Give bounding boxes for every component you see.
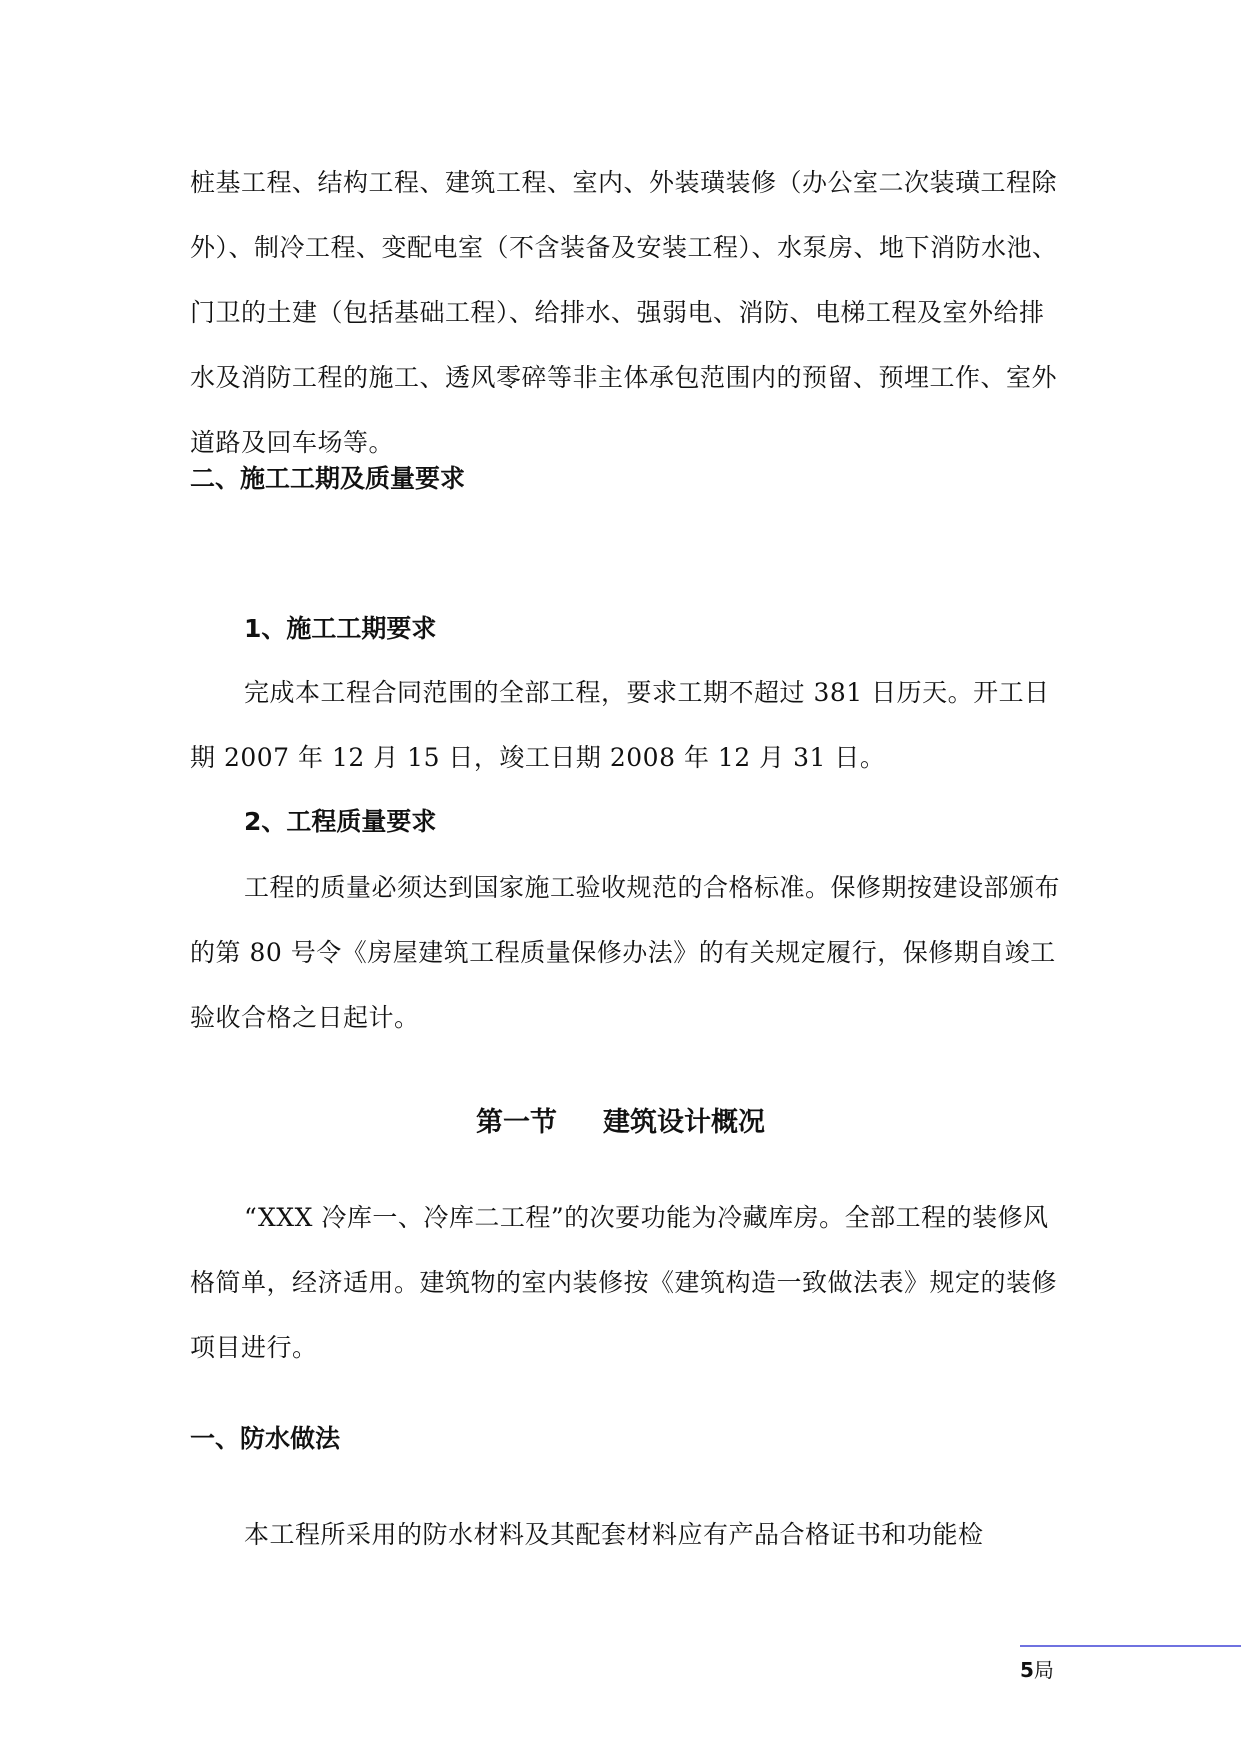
subheading-quality: 2、工程质量要求 [244, 807, 437, 836]
section-name: 建筑设计概况 [603, 1107, 765, 1138]
heading-schedule-quality: 二、施工工期及质量要求 [190, 464, 466, 493]
waterproofing-paragraph: 本工程所采用的防水材料及其配套材料应有产品合格证书和功能检 [244, 1520, 984, 1549]
scope-paragraph: 桩基工程、结构工程、建筑工程、室内、外装璜装修（办公室二次装璜工程除外）、制冷工程、变配电室（不含装备及安装工程）、水泵房、地下消防水池、门卫的土建（包括基础工程）、给排水、强弱电、消防、电梯工程及室外给排水及消防工程的施工、透风零碎等非主体承包范围内的预留、预埋工作、室外道路及回车场等。 [190, 168, 1058, 457]
subheading-schedule: 1、施工工期要求 [244, 614, 437, 643]
schedule-paragraph: 完成本工程合同范围的全部工程，要求工期不超过 381 日历天。开工日期 2007 年 12 月 15 日，竣工日期 2008 年 12 月 31 日。 [190, 678, 1050, 772]
page-number: 5局 [1020, 1658, 1054, 1682]
section-number: 第一节 [476, 1107, 557, 1138]
section-title [0, 1100, 1241, 1139]
overview-paragraph: “XXX 冷库一、冷库二工程”的次要功能为冷藏库房。全部工程的装修风格简单，经济适用。建筑物的室内装修按《建筑构造一致做法表》规定的装修项目进行。 [190, 1203, 1058, 1362]
quality-paragraph: 工程的质量必须达到国家施工验收规范的合格标准。保修期按建设部颁布的第 80 号令《房屋建筑工程质量保修办法》的有关规定履行，保修期自竣工验收合格之日起计。 [190, 873, 1061, 1032]
footer-rule [1020, 1645, 1241, 1647]
heading-waterproofing: 一、防水做法 [190, 1424, 341, 1453]
